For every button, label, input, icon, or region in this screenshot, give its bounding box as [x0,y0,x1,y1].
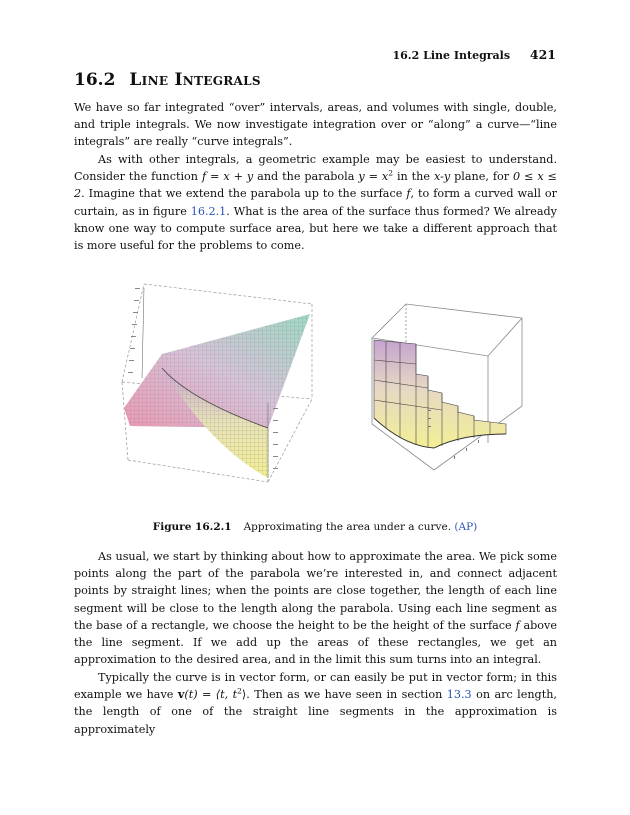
math-interval: 0 ≤ x ≤ 2 [74,170,558,201]
text-run: , to form a curved wall or curtain, as in figure [74,187,557,218]
text-run: . What is the area of the surface thus formed? We already know one way to compute surface area, but here we take a different approach that is more useful for the problems to come. [74,204,557,253]
paragraph-vector-form [74,669,557,738]
section-number: 16.2 [74,70,116,90]
math-f: f [515,618,520,632]
section-title [74,70,261,90]
surface-figure-left [118,278,318,490]
rectangle-approximation [374,340,506,448]
paragraph-approximation [74,548,557,668]
math-plane: x-y [433,170,451,184]
page-number: 421 [529,47,556,62]
paragraph-example [74,151,557,254]
text-run: . Then as we have seen in section [246,688,447,702]
running-title: 16.2 Line Integrals [392,49,511,62]
text-run: As with other integrals, a geometric example may be easiest to understand. Consider the function [74,153,557,184]
math-function: f = x + y [201,170,254,184]
text-run: and the parabola [253,170,359,184]
text-run: on arc length, the length of one of the straight line segments in the approximation is approximately [74,688,557,736]
text-run: above the line segment. If we add up the areas of these rectangles, we get an approximation to the desired area, and in the limit this sum turns into an integral. [74,618,557,667]
figure-caption [0,521,630,533]
text-run: Typically the curve is in vector form, or can easily be put in vector form; in this example we have [74,671,557,702]
surface-figure-right [366,298,528,478]
text-run: As usual, we start by thinking about how to approximate the area. We pick some points along the part of the parabola we’re interested in, and connect adjacent points by straight lines; when the points are close together, the length of each line segment will be close to the length along the parabola. Using each line segment as the base of a rectangle, we choose the height to be the height of the surface [74,550,557,632]
figure-label: Figure 16.2.1 [152,521,232,533]
ap-link[interactable]: (AP) [454,521,478,533]
math-f: f [406,187,411,201]
text-run: plane, for [450,170,514,184]
text-run: We have so far integrated “over” intervals, areas, and volumes with single, double, and triple integrals. We now investigate integration over or “along” a curve—“line integrals” are really “curve integrals”. [74,101,557,149]
running-head [392,47,556,62]
math-parabola: y = x [358,170,389,184]
text-run: . Imagine that we extend the parabola up to the surface [81,187,407,201]
text-run: in the [393,170,434,184]
math-exponent: 2 [237,686,242,696]
figure-ref-link[interactable]: 16.2.1 [190,204,227,218]
math-vector-v: v [177,687,185,702]
math-vector-def: (t) = ⟨t, t [184,688,238,702]
section-ref-link[interactable]: 13.3 [446,688,472,702]
caption-text: Approximating the area under a curve. [243,521,452,533]
math-exponent: 2 [388,168,394,178]
math-bracket: ⟩ [241,688,247,702]
section-name: Line Integrals [129,70,261,90]
paragraph-intro [74,99,557,151]
